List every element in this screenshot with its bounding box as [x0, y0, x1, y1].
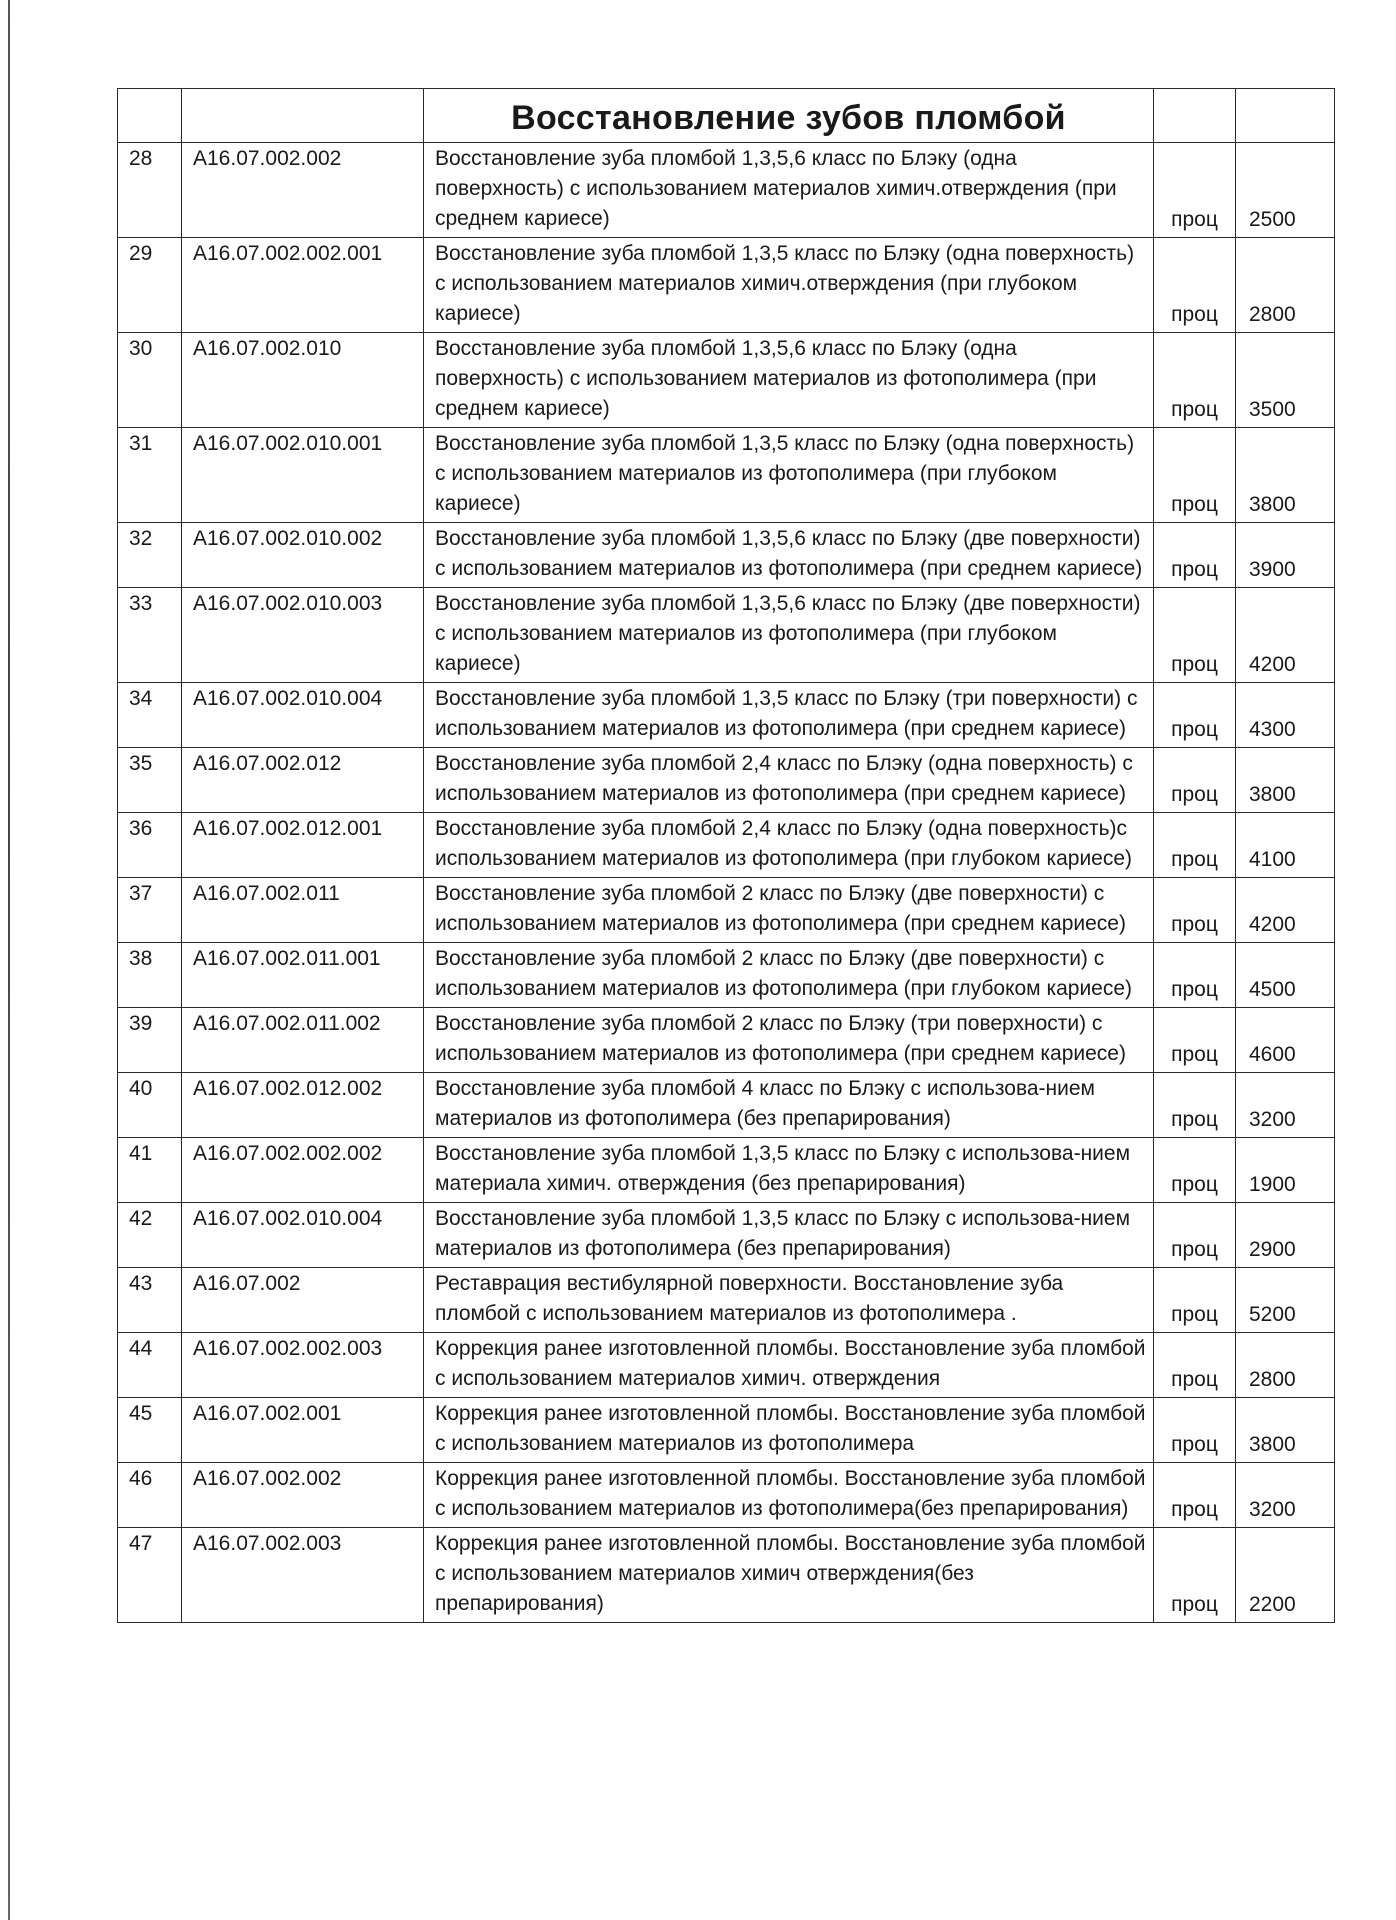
- row-number: 45: [118, 1398, 182, 1463]
- unit: проц: [1154, 1528, 1236, 1623]
- table-row: [118, 523, 1335, 588]
- row-number: 40: [118, 1073, 182, 1138]
- table-row: [118, 813, 1335, 878]
- service-code: А16.07.002.010.002: [182, 523, 424, 588]
- price: 3200: [1236, 1463, 1335, 1528]
- service-code: А16.07.002.002.002: [182, 1138, 424, 1203]
- row-number: 46: [118, 1463, 182, 1528]
- price: 3900: [1236, 523, 1335, 588]
- unit: проц: [1154, 333, 1236, 428]
- service-code: А16.07.002.010.004: [182, 683, 424, 748]
- row-number: 34: [118, 683, 182, 748]
- service-code: А16.07.002: [182, 1268, 424, 1333]
- price: 1900: [1236, 1138, 1335, 1203]
- unit: проц: [1154, 428, 1236, 523]
- row-number: 36: [118, 813, 182, 878]
- table-row: [118, 683, 1335, 748]
- unit: проц: [1154, 683, 1236, 748]
- service-name: Восстановление зуба пломбой 1,3,5,6 класс по Блэку (две поверхности) с использованием материалов из фотополимера (при среднем кариесе): [424, 523, 1154, 588]
- unit: проц: [1154, 588, 1236, 683]
- service-name: Коррекция ранее изготовленной пломбы. Восстановление зуба пломбой с использованием материалов из фотополимера: [424, 1398, 1154, 1463]
- service-name: Коррекция ранее изготовленной пломбы. Восстановление зуба пломбой с использованием материалов из фотополимера(без препарирования): [424, 1463, 1154, 1528]
- unit: проц: [1154, 1138, 1236, 1203]
- service-code: А16.07.002.010: [182, 333, 424, 428]
- table-row: [118, 143, 1335, 238]
- table-row: [118, 1203, 1335, 1268]
- service-code: А16.07.002.011.001: [182, 943, 424, 1008]
- unit: проц: [1154, 523, 1236, 588]
- price: 4200: [1236, 588, 1335, 683]
- table-row: [118, 1398, 1335, 1463]
- section-title-row: [118, 89, 1335, 143]
- section-title: Восстановление зубов пломбой: [424, 89, 1154, 143]
- service-name: Восстановление зуба пломбой 1,3,5,6 класс по Блэку (две поверхности) с использованием материалов из фотополимера (при глубоком кариесе): [424, 588, 1154, 683]
- service-code: А16.07.002.012.001: [182, 813, 424, 878]
- service-code: А16.07.002.012.002: [182, 1073, 424, 1138]
- row-number: 38: [118, 943, 182, 1008]
- row-number: 41: [118, 1138, 182, 1203]
- price: 4500: [1236, 943, 1335, 1008]
- unit: проц: [1154, 943, 1236, 1008]
- price: 2800: [1236, 238, 1335, 333]
- table-row: [118, 333, 1335, 428]
- row-number: 35: [118, 748, 182, 813]
- service-code: А16.07.002.002: [182, 143, 424, 238]
- price: 4200: [1236, 878, 1335, 943]
- service-code: А16.07.002.003: [182, 1528, 424, 1623]
- service-code: А16.07.002.002.001: [182, 238, 424, 333]
- service-name: Восстановление зуба пломбой 1,3,5,6 класс по Блэку (одна поверхность) с использованием материалов из фотополимера (при среднем кариесе): [424, 333, 1154, 428]
- price-table-body: [118, 89, 1335, 1623]
- unit: проц: [1154, 1073, 1236, 1138]
- row-number: 37: [118, 878, 182, 943]
- price: 2900: [1236, 1203, 1335, 1268]
- price: 4100: [1236, 813, 1335, 878]
- service-name: Восстановление зуба пломбой 1,3,5 класс по Блэку с использова-нием материалов из фотополимера (без препарирования): [424, 1203, 1154, 1268]
- price-table: [117, 88, 1335, 1623]
- service-code: А16.07.002.001: [182, 1398, 424, 1463]
- service-name: Восстановление зуба пломбой 1,3,5 класс по Блэку (три поверхности) с использованием материалов из фотополимера (при среднем кариесе): [424, 683, 1154, 748]
- service-name: Восстановление зуба пломбой 1,3,5 класс по Блэку (одна поверхность) с использованием материалов химич.отверждения (при глубоком кариесе): [424, 238, 1154, 333]
- unit: проц: [1154, 1333, 1236, 1398]
- price: 3800: [1236, 428, 1335, 523]
- service-name: Восстановление зуба пломбой 4 класс по Блэку с использова-нием материалов из фотополимера (без препарирования): [424, 1073, 1154, 1138]
- unit: проц: [1154, 1203, 1236, 1268]
- table-row: [118, 1008, 1335, 1073]
- service-code: А16.07.002.010.003: [182, 588, 424, 683]
- price: 4600: [1236, 1008, 1335, 1073]
- row-number: 47: [118, 1528, 182, 1623]
- price: 2200: [1236, 1528, 1335, 1623]
- service-name: Восстановление зуба пломбой 2 класс по Блэку (три поверхности) с использованием материалов из фотополимера (при среднем кариесе): [424, 1008, 1154, 1073]
- table-row: [118, 1073, 1335, 1138]
- row-number: 43: [118, 1268, 182, 1333]
- unit: проц: [1154, 1398, 1236, 1463]
- row-number: 42: [118, 1203, 182, 1268]
- price: 4300: [1236, 683, 1335, 748]
- row-number: 44: [118, 1333, 182, 1398]
- unit: проц: [1154, 1268, 1236, 1333]
- service-name: Реставрация вестибулярной поверхности. Восстановление зуба пломбой с использованием материалов из фотополимера .: [424, 1268, 1154, 1333]
- service-code: А16.07.002.011: [182, 878, 424, 943]
- service-code: А16.07.002.012: [182, 748, 424, 813]
- price: 5200: [1236, 1268, 1335, 1333]
- table-row: [118, 748, 1335, 813]
- title-empty-price-cell: [1236, 89, 1335, 143]
- row-number: 33: [118, 588, 182, 683]
- service-code: А16.07.002.002.003: [182, 1333, 424, 1398]
- unit: проц: [1154, 1008, 1236, 1073]
- title-empty-code-cell: [182, 89, 424, 143]
- service-name: Восстановление зуба пломбой 1,3,5 класс по Блэку с использова-нием материала химич. отверждения (без препарирования): [424, 1138, 1154, 1203]
- service-code: А16.07.002.010.001: [182, 428, 424, 523]
- table-row: [118, 943, 1335, 1008]
- unit: проц: [1154, 813, 1236, 878]
- unit: проц: [1154, 748, 1236, 813]
- scan-edge-line: [8, 0, 10, 1920]
- row-number: 32: [118, 523, 182, 588]
- unit: проц: [1154, 878, 1236, 943]
- service-code: А16.07.002.011.002: [182, 1008, 424, 1073]
- table-row: [118, 1268, 1335, 1333]
- table-row: [118, 428, 1335, 523]
- service-name: Восстановление зуба пломбой 2 класс по Блэку (две поверхности) с использованием материалов из фотополимера (при глубоком кариесе): [424, 943, 1154, 1008]
- service-name: Восстановление зуба пломбой 2,4 класс по Блэку (одна поверхность) с использованием материалов из фотополимера (при среднем кариесе): [424, 748, 1154, 813]
- price: 3200: [1236, 1073, 1335, 1138]
- table-row: [118, 1333, 1335, 1398]
- table-row: [118, 588, 1335, 683]
- price: 3800: [1236, 748, 1335, 813]
- service-name: Восстановление зуба пломбой 1,3,5,6 класс по Блэку (одна поверхность) с использованием материалов химич.отверждения (при среднем кариесе): [424, 143, 1154, 238]
- price: 2800: [1236, 1333, 1335, 1398]
- row-number: 30: [118, 333, 182, 428]
- unit: проц: [1154, 1463, 1236, 1528]
- title-empty-num-cell: [118, 89, 182, 143]
- row-number: 31: [118, 428, 182, 523]
- service-name: Восстановление зуба пломбой 1,3,5 класс по Блэку (одна поверхность) с использованием материалов из фотополимера (при глубоком кариесе): [424, 428, 1154, 523]
- table-row: [118, 238, 1335, 333]
- row-number: 29: [118, 238, 182, 333]
- price: 2500: [1236, 143, 1335, 238]
- unit: проц: [1154, 238, 1236, 333]
- row-number: 28: [118, 143, 182, 238]
- table-row: [118, 878, 1335, 943]
- price: 3500: [1236, 333, 1335, 428]
- service-code: А16.07.002.002: [182, 1463, 424, 1528]
- service-name: Восстановление зуба пломбой 2 класс по Блэку (две поверхности) с использованием материалов из фотополимера (при среднем кариесе): [424, 878, 1154, 943]
- service-name: Коррекция ранее изготовленной пломбы. Восстановление зуба пломбой с использованием материалов химич. отверждения: [424, 1333, 1154, 1398]
- unit: проц: [1154, 143, 1236, 238]
- service-name: Восстановление зуба пломбой 2,4 класс по Блэку (одна поверхность)с использованием материалов из фотополимера (при глубоком кариесе): [424, 813, 1154, 878]
- table-row: [118, 1463, 1335, 1528]
- row-number: 39: [118, 1008, 182, 1073]
- table-row: [118, 1138, 1335, 1203]
- title-empty-unit-cell: [1154, 89, 1236, 143]
- service-name: Коррекция ранее изготовленной пломбы. Восстановление зуба пломбой с использованием материалов химич отверждения(без препарирования): [424, 1528, 1154, 1623]
- price: 3800: [1236, 1398, 1335, 1463]
- table-row: [118, 1528, 1335, 1623]
- service-code: А16.07.002.010.004: [182, 1203, 424, 1268]
